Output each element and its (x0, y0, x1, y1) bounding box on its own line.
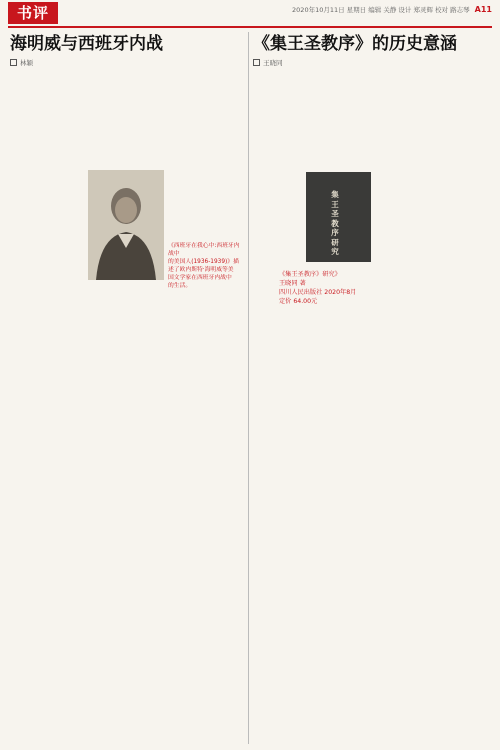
article-divider (248, 32, 249, 744)
left-byline (10, 58, 243, 67)
left-article (10, 32, 243, 744)
right-author: 王晓同 (263, 59, 283, 67)
right-article (253, 32, 491, 744)
square-icon (10, 59, 17, 66)
square-icon (253, 59, 260, 66)
right-headline: 《集王圣教序》的历史意涵 (253, 34, 457, 54)
author-photo (88, 170, 164, 280)
dateline-text: 2020年10月11日 星期日 编辑 关静 设计 郑灵辉 校对 路志琴 (292, 6, 470, 14)
book-caption-line: 四川人民出版社 2020年8月 (279, 289, 357, 296)
page-number: A11 (474, 5, 492, 14)
photo-caption-line: 的生活。 (168, 283, 192, 289)
section-tag: 书评 (8, 2, 58, 24)
book-caption (279, 270, 399, 306)
masthead (0, 0, 500, 26)
book-caption-line: 定价 64.00元 (279, 298, 318, 305)
portrait-illustration (88, 170, 164, 280)
book-cover (306, 172, 371, 262)
dateline (292, 5, 492, 14)
left-headline: 海明威与西班牙内战 (10, 34, 163, 54)
right-byline (253, 58, 491, 67)
photo-caption-line: 的美国人(1936-1939)》描 (168, 259, 239, 265)
photo-caption (168, 242, 244, 290)
photo-caption-line: 述了欧内斯特·海明威等美 (168, 267, 234, 273)
book-caption-line: 王晓同 著 (279, 280, 306, 287)
header-rule (8, 26, 492, 28)
book-caption-line: 《集王圣教序》研究》 (279, 271, 341, 278)
photo-caption-line: 《西班牙在我心中:西班牙内战中 (168, 243, 240, 257)
left-author: 林颖 (20, 59, 33, 67)
book-cover-title: 集王圣教序研究 (331, 190, 339, 256)
photo-caption-line: 国文学家在西班牙内战中 (168, 275, 232, 281)
